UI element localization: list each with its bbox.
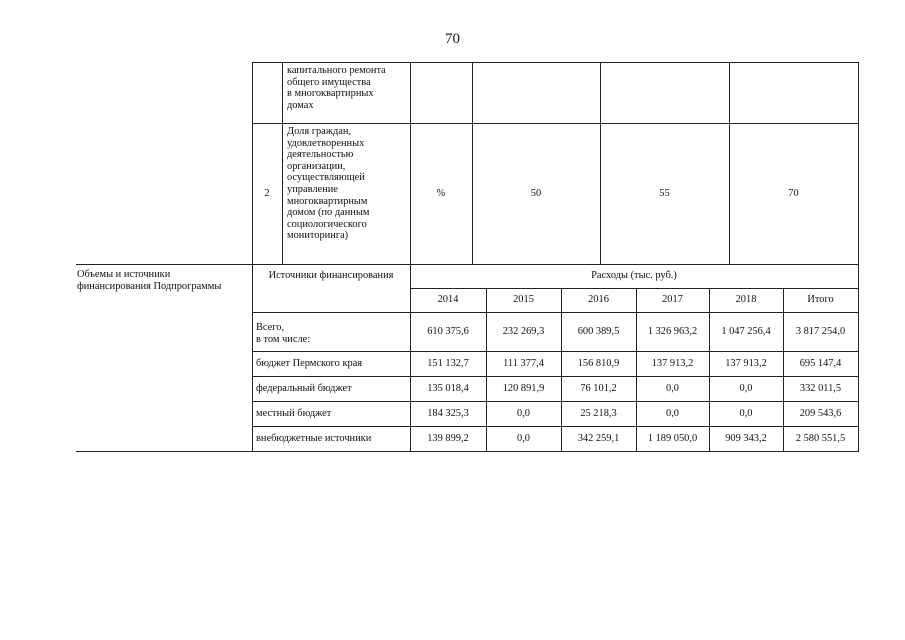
year-header: 2017 xyxy=(662,294,683,306)
indicator-unit xyxy=(410,62,472,123)
year-header: 2015 xyxy=(513,294,534,306)
financing-value: 137 913,2 xyxy=(651,357,694,369)
financing-value: 111 377,4 xyxy=(503,357,544,369)
indicator-value xyxy=(472,62,600,123)
financing-value: 232 269,3 xyxy=(502,325,545,337)
indicator-name: капитального ремонта общего имущества в многоквартирных домах xyxy=(287,65,386,111)
indicator-number: 2 xyxy=(264,187,270,199)
year-header: Итого xyxy=(807,294,834,306)
financing-value: 120 891,9 xyxy=(502,382,545,394)
financing-section-label: Объемы и источники финансирования Подпрограммы xyxy=(77,269,222,292)
financing-value: 0,0 xyxy=(517,407,530,419)
financing-value: 139 899,2 xyxy=(427,432,469,444)
indicator-unit: % xyxy=(436,187,446,199)
financing-value: 156 810,9 xyxy=(577,357,620,369)
financing-value: 610 375,6 xyxy=(427,325,469,337)
indicator-number xyxy=(252,62,282,123)
indicator-value xyxy=(729,62,858,123)
financing-source: бюджет Пермского края xyxy=(256,357,363,369)
financing-value: 1 326 963,2 xyxy=(647,325,698,337)
year-header: 2014 xyxy=(437,294,459,306)
financing-value: 0,0 xyxy=(666,382,679,394)
financing-value: 151 132,7 xyxy=(427,357,469,369)
sources-header: Источники финансирования xyxy=(268,270,394,281)
financing-column-rule xyxy=(858,264,859,452)
financing-value: 1 047 256,4 xyxy=(721,325,771,337)
financing-value: 184 325,3 xyxy=(427,407,469,419)
subprogram-table xyxy=(76,62,858,452)
financing-value: 0,0 xyxy=(739,382,753,394)
financing-value: 137 913,2 xyxy=(725,357,767,369)
indicator-name: Доля граждан, удовлетворенных деятельностью организации, осуществляющей управление многоквартирным домом (по данным социологического мониторинга) xyxy=(287,126,370,242)
financing-value: 342 259,1 xyxy=(577,432,620,444)
financing-value: 909 343,2 xyxy=(725,432,767,444)
indicator-column-rule xyxy=(858,62,859,265)
financing-section-bottom-rule xyxy=(76,451,253,452)
financing-value: 0,0 xyxy=(739,407,753,419)
indicator-value: 70 xyxy=(788,187,799,199)
page-number: 70 xyxy=(445,31,460,47)
expenses-header: Расходы (тыс. руб.) xyxy=(591,270,677,282)
financing-value: 0,0 xyxy=(517,432,530,444)
financing-value: 209 543,6 xyxy=(799,407,842,419)
financing-row-rule xyxy=(252,451,859,452)
financing-value: 76 101,2 xyxy=(580,382,617,394)
financing-value: 25 218,3 xyxy=(580,407,617,419)
financing-value: 135 018,4 xyxy=(427,382,469,394)
year-header: 2018 xyxy=(735,294,757,306)
indicator-value: 50 xyxy=(530,187,542,199)
financing-source: местный бюджет xyxy=(256,407,332,419)
indicator-value xyxy=(600,62,729,123)
indicator-value: 55 xyxy=(659,187,670,199)
financing-value: 2 580 551,5 xyxy=(795,432,846,444)
financing-source: внебюджетные источники xyxy=(256,432,372,444)
financing-value: 1 189 050,0 xyxy=(647,432,698,444)
financing-source: Всего, в том числе: xyxy=(256,322,311,345)
financing-value: 3 817 254,0 xyxy=(795,325,846,337)
financing-value: 600 389,5 xyxy=(577,325,620,337)
financing-value: 695 147,4 xyxy=(799,357,842,369)
financing-value: 332 011,5 xyxy=(799,382,842,394)
financing-value: 0,0 xyxy=(666,407,679,419)
year-header: 2016 xyxy=(588,294,609,306)
financing-source: федеральный бюджет xyxy=(256,382,352,394)
